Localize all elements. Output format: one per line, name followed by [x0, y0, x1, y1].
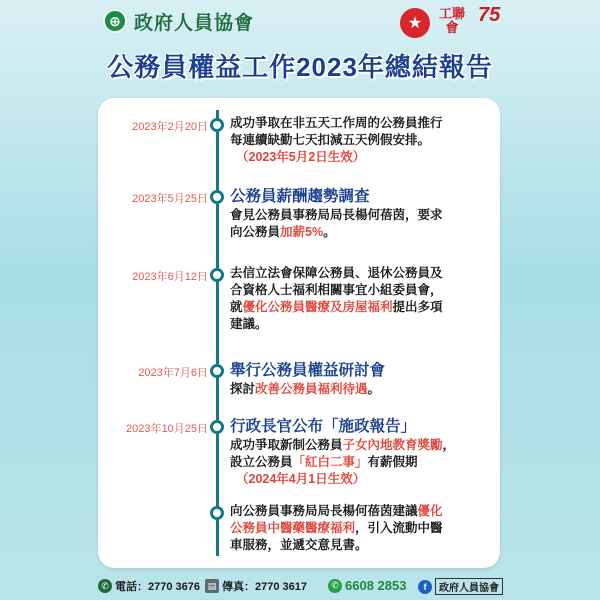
entry-line: 設立公務員「紅白二事」有薪假期 — [230, 455, 418, 469]
entry-line: 向公務員事務局局長楊何蓓茵建議優化 — [230, 504, 443, 518]
timeline-line — [216, 110, 219, 556]
anniversary-number: 75 — [478, 4, 501, 26]
entry-date: 2023年2月20日 — [132, 121, 208, 133]
header — [0, 0, 600, 46]
entry-line: 成功爭取新制公務員子女內地教育獎勵， — [230, 438, 456, 452]
facebook-icon: f — [418, 580, 432, 594]
entry-note: （2024年4月1日生效） — [236, 472, 366, 486]
association-logo-icon: ⊕ — [102, 8, 128, 34]
timeline-dot-icon — [210, 268, 224, 282]
whatsapp-icon: ✆ — [328, 579, 342, 593]
entry-heading: 舉行公務員權益研討會 — [230, 362, 386, 379]
timeline-dot-icon — [210, 364, 224, 378]
entry-line: 成功爭取在非五天工作周的公務員推行 — [230, 116, 443, 130]
timeline-dot-icon — [210, 420, 224, 434]
entry-line: 公務員中醫藥醫療福利，引入流動中醫 — [230, 521, 443, 535]
union-star-icon: ★ — [400, 8, 430, 38]
entry-body — [230, 361, 480, 398]
entry-date: 2023年10月25日 — [126, 423, 208, 435]
footer-contacts — [0, 574, 600, 598]
timeline-dot-icon — [210, 506, 224, 520]
anniversary-badge — [478, 5, 500, 25]
fax-contact[interactable] — [205, 578, 307, 594]
entry-line: 就優化公務員醫療及房屋福利提出多項 — [230, 300, 443, 314]
entry-body — [230, 503, 480, 554]
entry-body — [230, 115, 480, 166]
entry-body — [230, 265, 480, 333]
timeline-card — [98, 98, 500, 568]
org-name: 政府人員協會 — [134, 13, 255, 34]
whatsapp-contact[interactable] — [328, 578, 406, 593]
whatsapp-number: 6608 2853 — [345, 578, 407, 593]
entry-line: 合資格人士福利相關事宜小組委員會， — [230, 283, 443, 297]
union-name: 工聯會 — [438, 6, 465, 35]
entry-date: 2023年5月25日 — [132, 193, 208, 205]
entry-body — [230, 417, 480, 488]
entry-line: 建議。 — [230, 317, 268, 331]
entry-line: 向公務員加薪5%。 — [230, 225, 336, 239]
facebook-page-name: 政府人員協會 — [435, 578, 503, 595]
entry-line: 會見公務員事務局局長楊何蓓茵，要求 — [230, 208, 443, 222]
entry-date: 2023年7月6日 — [138, 367, 208, 379]
entry-heading: 公務員薪酬趨勢調查 — [230, 188, 370, 205]
timeline-dot-icon — [210, 190, 224, 204]
entry-line: 車服務，並遞交意見書。 — [230, 538, 368, 552]
fax-label: 傳真：2770 3617 — [222, 581, 307, 593]
phone-label: 電話：2770 3676 — [115, 581, 200, 593]
phone-contact[interactable] — [98, 578, 200, 594]
phone-icon: ✆ — [98, 579, 112, 593]
entry-note: （2023年5月2日生效） — [236, 150, 366, 164]
facebook-contact[interactable] — [418, 578, 503, 595]
page-title: 公務員權益工作2023年總結報告 — [107, 52, 493, 82]
entry-heading: 行政長官公布「施政報告」 — [230, 418, 417, 435]
entry-date: 2023年6月12日 — [132, 271, 208, 283]
entry-line: 去信立法會保障公務員、退休公務員及 — [230, 266, 443, 280]
entry-line: 每連續缺勤七天扣減五天例假安排。 — [230, 133, 431, 147]
entry-line: 探討改善公務員福利待遇。 — [230, 382, 381, 396]
fax-icon: ▤ — [205, 579, 219, 593]
entry-body — [230, 187, 480, 241]
timeline-dot-icon — [210, 118, 224, 132]
